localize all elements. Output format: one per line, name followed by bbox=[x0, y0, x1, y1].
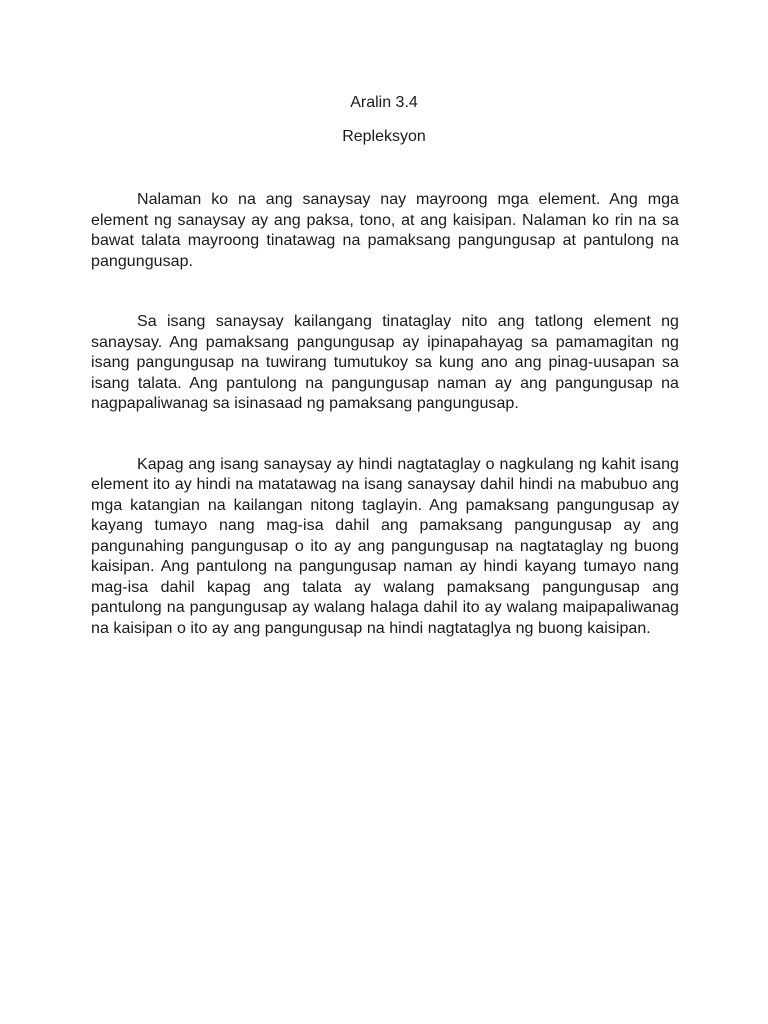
paragraph-2: Sa isang sanaysay kailangang tinataglay nito ang tatlong element ng sanaysay. Ang pamaksang pangungusap ay ipinapahayag sa pamamagitan ng isang pangungusap na tuwirang tumutukoy sa kung ano ang pinag-uusapan sa isang talata. Ang pantulong na pangungusap naman ay ang pangungusap na nagpapaliwanag sa isinasaad ng pamaksang pangungusap. bbox=[91, 313, 679, 412]
paragraph-3: Kapag ang isang sanaysay ay hindi nagtataglay o nagkulang ng kahit isang element ito ay hindi na matatawag na isang sanaysay dahil hindi na mabubuo ang mga katangian na kailangan nitong taglayin. Ang pamaksang pangungusap ay kayang tumayo nang mag-isa dahil ang pamaksang pangungusap ay ang pangunahing pangungusap o ito ay ang pangungusap na nagtataglay ng buong kaisipan. Ang pantulong na pangungusap naman ay hindi kayang tumayo nang mag-isa dahil kapag ang talata ay walang pamaksang pangungusap ang pantulong na pangungusap ay walang halaga dahil ito ay walang maipapaliwanag na kaisipan o ito ay ang pangungusap na hindi nagtataglya ng buong kaisipan. bbox=[91, 455, 679, 637]
paragraph-1: Nalaman ko na ang sanaysay nay mayroong mga element. Ang mga element ng sanaysay ay ang paksa, tono, at ang kaisipan. Nalaman ko rin na sa bawat talata mayroong tinatawag na pamaksang pangungusap at pantulong na pangungusap. bbox=[91, 191, 679, 270]
lesson-title: Aralin 3.4 bbox=[350, 94, 418, 111]
document-subject: Repleksyon bbox=[342, 128, 426, 145]
document-body bbox=[91, 190, 679, 639]
